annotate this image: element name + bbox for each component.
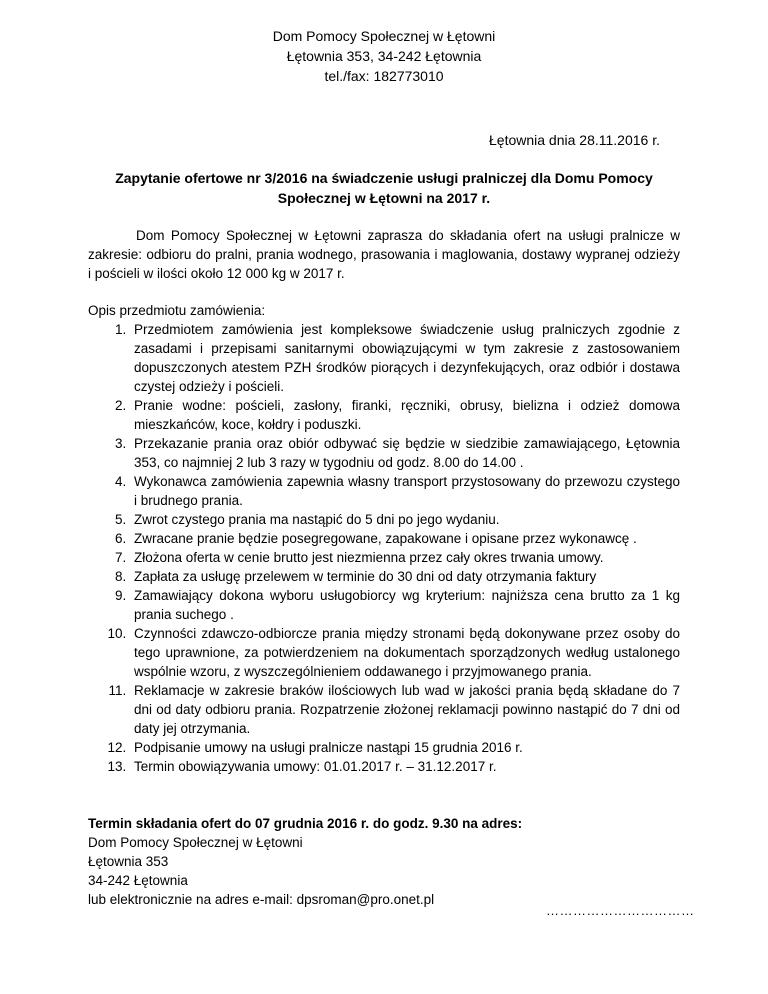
letterhead-phone: tel./fax: 182773010: [324, 68, 444, 84]
list-item: 2. Pranie wodne: pościeli, zasłony, firanki, ręczniki, obrusy, bielizna i odzież domowa mieszkańców, koce, kołdry i poduszki.: [130, 396, 680, 434]
requirements-list: [88, 320, 680, 776]
list-item: 8. Zapłata za usługę przelewem w terminie do 30 dni od daty otrzymania faktury: [130, 567, 680, 586]
intro-paragraph: Dom Pomocy Społecznej w Łętowni zaprasza do składania ofert na usługi pralnicze w zakresie: odbioru do pralni, prania wodnego, prasowania i maglowania, dostawy wypranej odzieży i pościeli w ilości około 12 000 kg w 2017 r.: [88, 228, 680, 281]
submission-street: Łętownia 353: [88, 854, 169, 869]
list-item: 7. Złożona oferta w cenie brutto jest niezmienna przez cały okres trwania umowy.: [130, 548, 680, 567]
document-page: [88, 26, 680, 909]
list-item: 10. Czynności zdawczo-odbiorcze prania między stronami będą dokonywane przez osoby do tego uprawnione, za potwierdzeniem na dokumentach sporządzonych według ustalonego wspólnie wzoru, z wyszczególnieniem oddawanego i przyjmowanego prania.: [130, 624, 680, 681]
signature-line: ……………………………: [546, 903, 695, 918]
list-item: 9. Zamawiający dokona wyboru usługobiorcy wg kryterium: najniższa cena brutto za 1 kg prania suchego .: [130, 586, 680, 624]
list-item: 3. Przekazanie prania oraz obiór odbywać się będzie w siedzibie zamawiającego, Łętownia 353, co najmniej 2 lub 3 razy w tygodniu od godz. 8.00 do 14.00 .: [130, 434, 680, 472]
list-item: 11. Reklamacje w zakresie braków ilościowych lub wad w jakości prania będą składane do 7 dni od daty odbioru prania. Rozpatrzenie złożonej reklamacji powinno nastąpić do 7 dni od daty jej otrzymania.: [130, 681, 680, 738]
letterhead: [88, 26, 680, 86]
letterhead-name: Dom Pomocy Społecznej w Łętowni: [272, 28, 496, 44]
letterhead-address: Łętownia 353, 34-242 Łętownia: [286, 48, 482, 64]
submission-postcode: 34-242 Łętownia: [88, 873, 188, 888]
list-item: 6. Zwracane pranie będzie posegregowane, zapakowane i opisane przez wykonawcę .: [130, 529, 680, 548]
list-item: 13. Termin obowiązywania umowy: 01.01.2017 r. – 31.12.2017 r.: [130, 757, 680, 776]
list-item: 12. Podpisanie umowy na usługi pralnicze nastąpi 15 grudnia 2016 r.: [130, 738, 680, 757]
submission-recipient: Dom Pomocy Społecznej w Łętowni: [88, 835, 303, 850]
list-item: 1. Przedmiotem zamówienia jest kompleksowe świadczenie usług pralniczych zgodnie z zasadami i przepisami sanitarnymi obowiązującymi w tym zakresie z zastosowaniem dopuszczonych atestem PZH środków piorących i dezynfekujących, oraz odbiór i dostawa czystej odzieży i pościeli.: [130, 320, 680, 396]
submission-info: [88, 814, 680, 909]
list-item: 5. Zwrot czystego prania ma nastąpić do 5 dni po jego wydaniu.: [130, 510, 680, 529]
list-item: 4. Wykonawca zamówienia zapewnia własny transport przystosowany do przewozu czystego i brudnego prania.: [130, 472, 680, 510]
submission-deadline: Termin składania ofert do 07 grudnia 2016 r. do godz. 9.30 na adres:: [88, 816, 523, 831]
document-title: Zapytanie ofertowe nr 3/2016 na świadczenie usługi pralniczej dla Domu Pomocy Społecznej w Łętowni na 2017 r.: [115, 170, 653, 206]
document-date: Łętownia dnia 28.11.2016 r.: [489, 132, 660, 148]
submission-email: lub elektronicznie na adres e-mail: dpsroman@pro.onet.pl: [88, 892, 435, 907]
description-label: Opis przedmiotu zamówienia:: [88, 303, 266, 318]
